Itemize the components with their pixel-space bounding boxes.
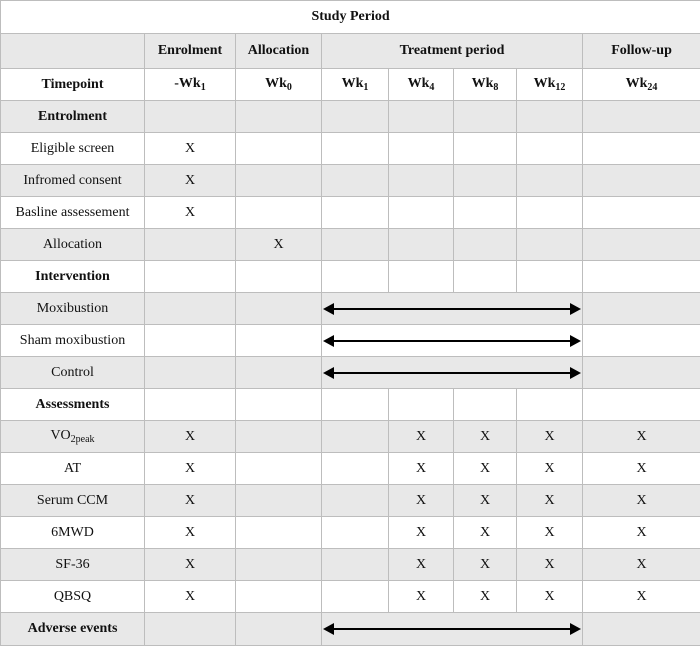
row-at: AT: [1, 453, 145, 485]
cell-mark: X: [583, 485, 700, 517]
double-arrow-icon: [326, 372, 578, 374]
phase-blank: [1, 34, 145, 69]
phase-allocation: Allocation: [236, 34, 322, 69]
row-baseline-assessment: Basline assessement: [1, 197, 145, 229]
timepoint-wk4: $Wk_4$: [389, 69, 454, 101]
cell-mark: X: [583, 453, 700, 485]
treatment-duration-arrow: [322, 357, 583, 389]
cell-mark: X: [145, 581, 236, 613]
cell-mark: X: [389, 453, 454, 485]
cell-mark: X: [517, 485, 583, 517]
treatment-duration-arrow: [322, 613, 583, 646]
cell-mark: X: [145, 453, 236, 485]
cell-mark: X: [389, 421, 454, 453]
row-moxibustion: Moxibustion: [1, 293, 145, 325]
timepoint-wk-minus1: $-Wk_1$: [145, 69, 236, 101]
row-sf36: SF-36: [1, 549, 145, 581]
cell-mark: X: [517, 453, 583, 485]
row-enrolment-heading: Entrolment: [1, 101, 145, 133]
double-arrow-icon: [326, 628, 578, 630]
timepoint-wk0: $Wk_0$: [236, 69, 322, 101]
cell-mark: X: [145, 549, 236, 581]
cell-mark: X: [236, 229, 322, 261]
row-adverse-events: Adverse events: [1, 613, 145, 646]
cell-mark: X: [454, 549, 517, 581]
row-intervention-heading: Intervention: [1, 261, 145, 293]
row-allocation: Allocation: [1, 229, 145, 261]
cell-mark: X: [583, 549, 700, 581]
cell-mark: X: [583, 421, 700, 453]
row-informed-consent: Infromed consent: [1, 165, 145, 197]
double-arrow-icon: [326, 308, 578, 310]
timepoint-wk24: $Wk_{24}$: [583, 69, 700, 101]
timepoint-label: Timepoint: [1, 69, 145, 101]
cell-mark: X: [454, 485, 517, 517]
cell-mark: X: [583, 581, 700, 613]
cell-mark: X: [389, 485, 454, 517]
cell-mark: X: [145, 133, 236, 165]
double-arrow-icon: [326, 340, 578, 342]
cell-mark: X: [517, 421, 583, 453]
cell-mark: X: [145, 421, 236, 453]
cell-mark: X: [517, 517, 583, 549]
cell-mark: X: [389, 581, 454, 613]
timepoint-wk1: $Wk_1$: [322, 69, 389, 101]
phase-treatment: Treatment period: [322, 34, 583, 69]
treatment-duration-arrow: [322, 293, 583, 325]
row-assessments-heading: Assessments: [1, 389, 145, 421]
row-eligible-screen: Eligible screen: [1, 133, 145, 165]
cell-mark: X: [389, 549, 454, 581]
cell-mark: X: [389, 517, 454, 549]
cell-mark: X: [145, 485, 236, 517]
row-6mwd: 6MWD: [1, 517, 145, 549]
table-title: Study Period: [1, 1, 700, 34]
phase-enrolment: Enrolment: [145, 34, 236, 69]
row-control: Control: [1, 357, 145, 389]
row-qbsq: QBSQ: [1, 581, 145, 613]
timepoint-wk8: $Wk_8$: [454, 69, 517, 101]
cell-mark: X: [517, 581, 583, 613]
cell-mark: X: [454, 581, 517, 613]
row-vo2peak: $VO_{2peak}$: [1, 421, 145, 453]
cell-mark: X: [145, 517, 236, 549]
cell-mark: X: [454, 421, 517, 453]
row-serum-ccm: Serum CCM: [1, 485, 145, 517]
cell-mark: X: [517, 549, 583, 581]
cell-mark: X: [454, 453, 517, 485]
cell-mark: X: [454, 517, 517, 549]
cell-mark: X: [583, 517, 700, 549]
cell-mark: X: [145, 197, 236, 229]
cell-mark: X: [145, 165, 236, 197]
phase-followup: Follow-up: [583, 34, 700, 69]
timepoint-wk12: $Wk_{12}$: [517, 69, 583, 101]
row-sham-moxibustion: Sham moxibustion: [1, 325, 145, 357]
treatment-duration-arrow: [322, 325, 583, 357]
